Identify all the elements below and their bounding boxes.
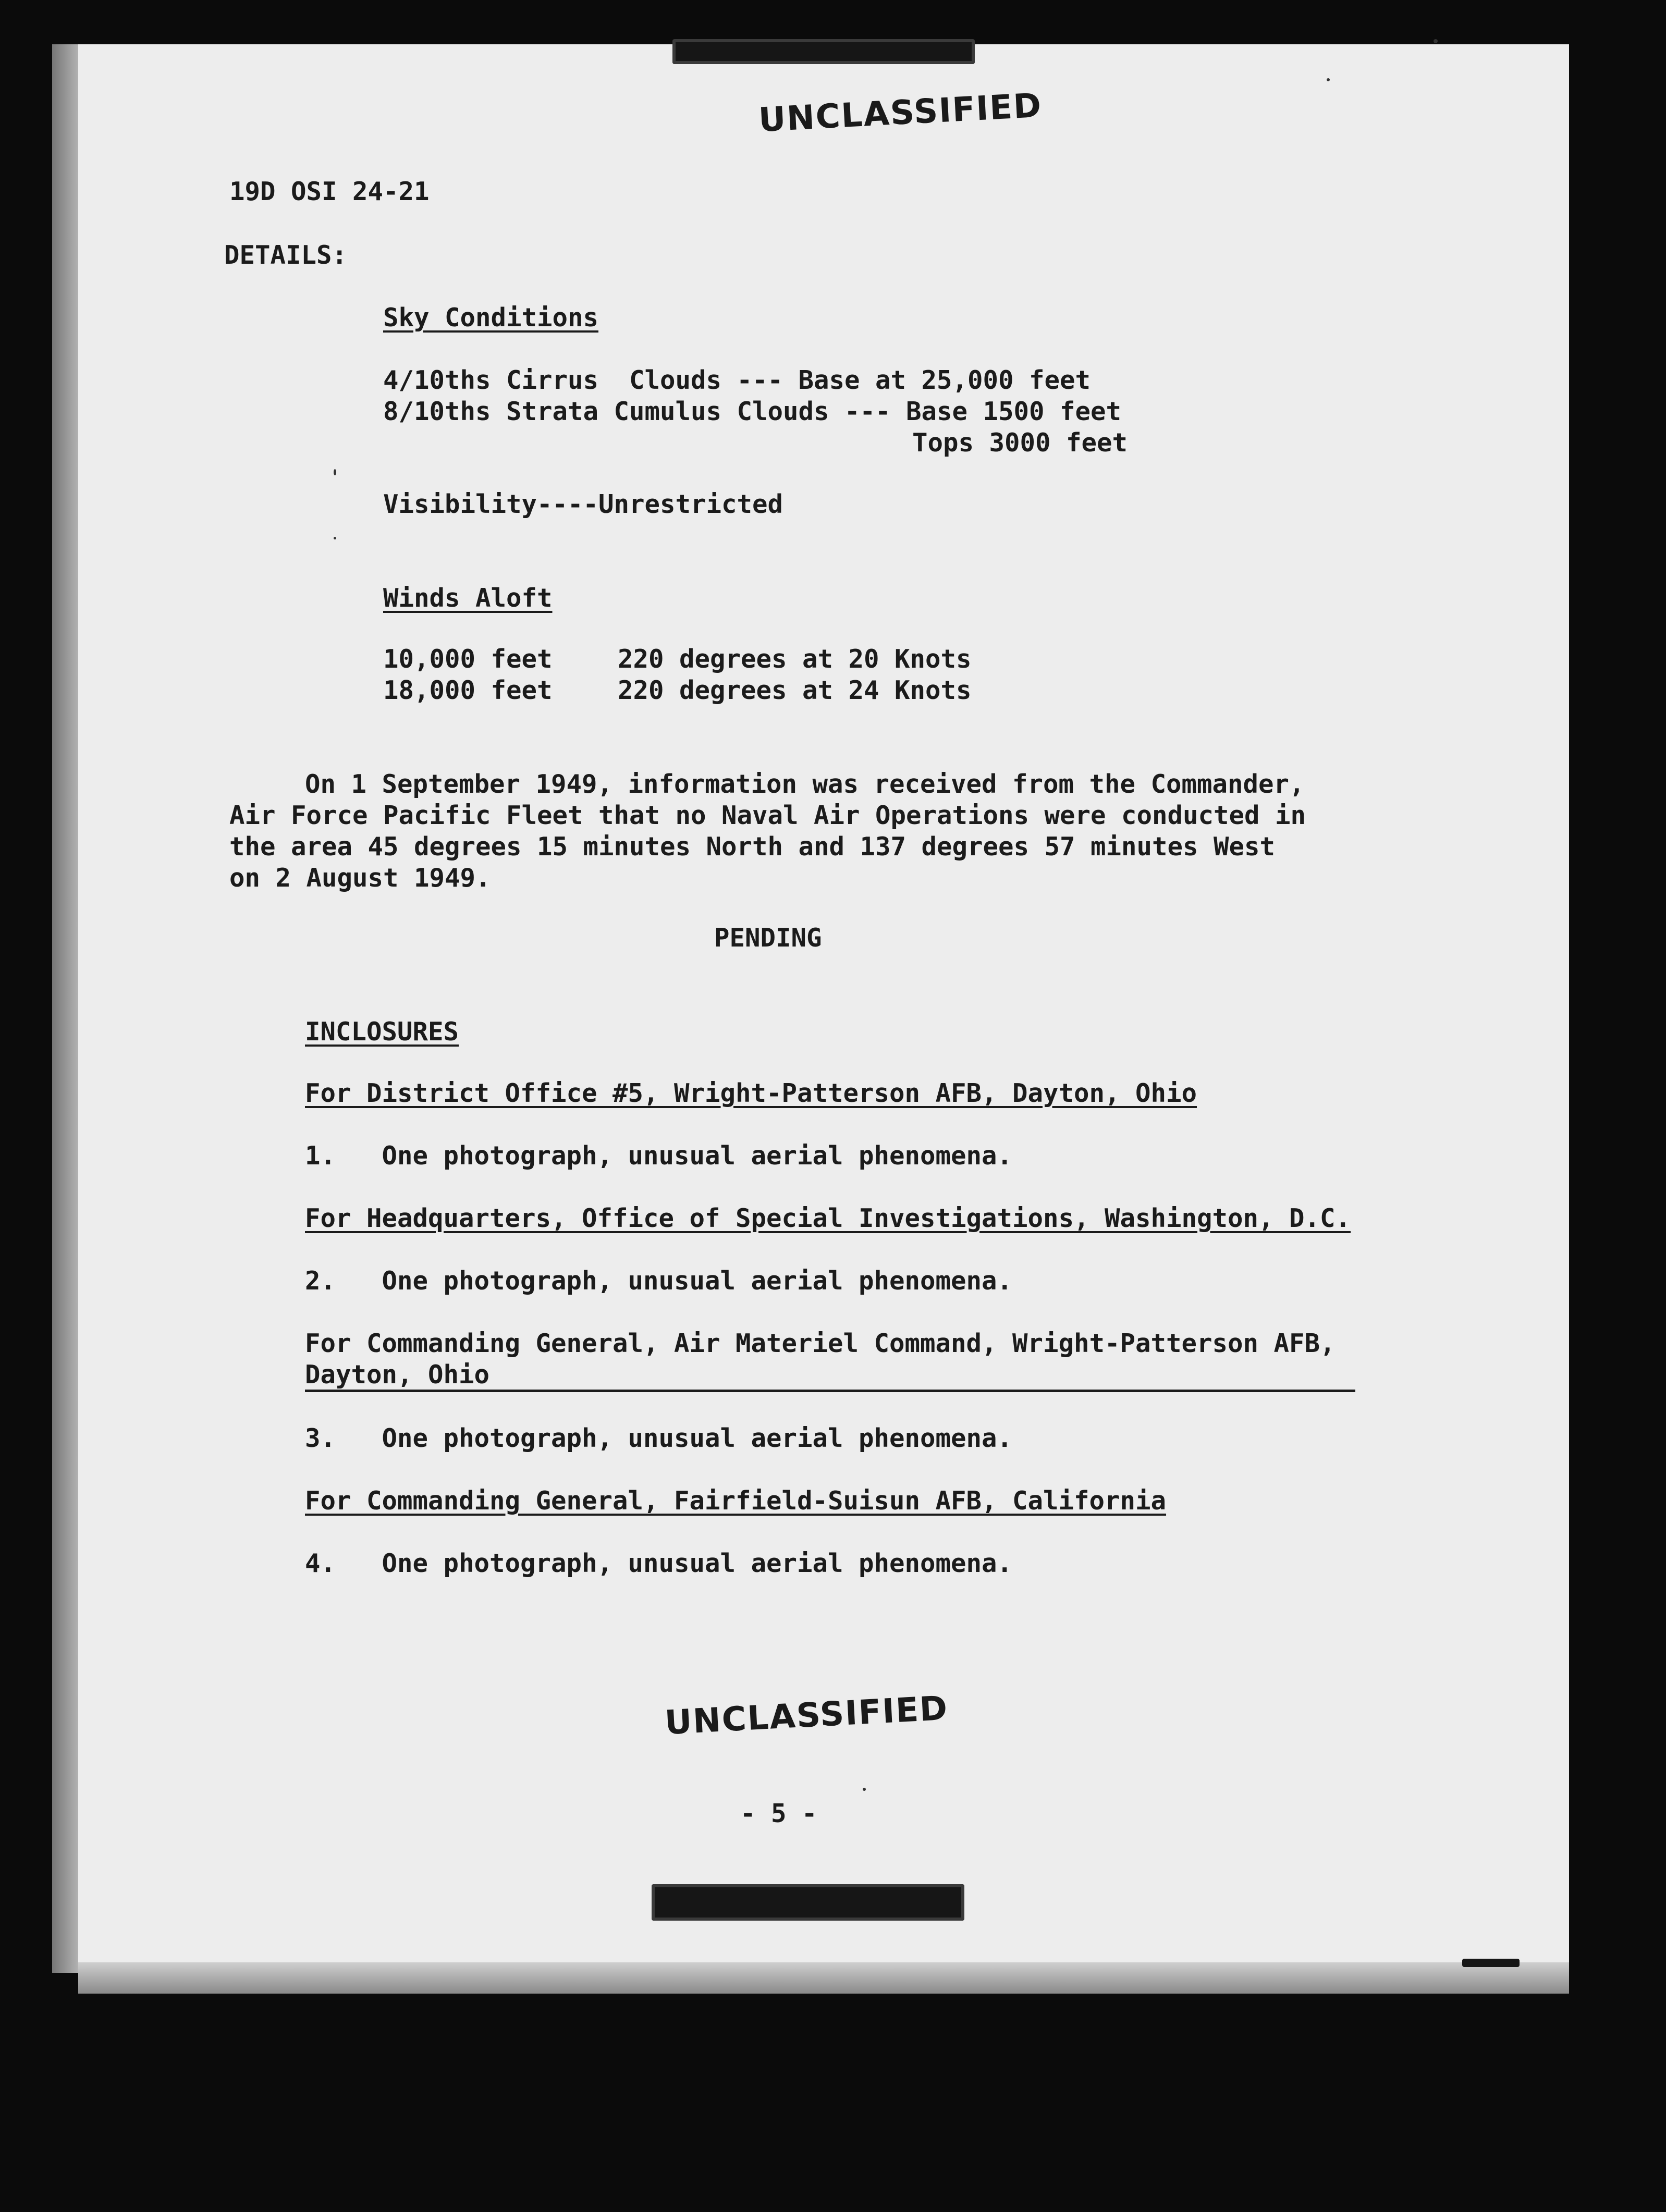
winds-altitude: 18,000 feet	[383, 675, 553, 705]
redaction-mark-bottom	[652, 1884, 964, 1921]
paragraph-line: on 2 August 1949.	[229, 863, 491, 893]
visibility-line: Visibility----Unrestricted	[383, 489, 783, 519]
scan-speck	[1327, 78, 1330, 81]
inclosure-item: 2. One photograph, unusual aerial phenomena.	[305, 1266, 1013, 1296]
scan-speck	[863, 1788, 866, 1791]
inclosure-underline	[305, 1390, 1355, 1392]
sky-conditions-line: 4/10ths Cirrus Clouds --- Base at 25,000 feet	[383, 365, 1091, 395]
file-number: 19D OSI 24-21	[229, 177, 430, 206]
winds-value: 220 degrees at 20 Knots	[618, 644, 972, 674]
inclosure-recipient: For Commanding General, Fairfield-Suisun AFB, California	[305, 1486, 1167, 1516]
winds-value: 220 degrees at 24 Knots	[618, 675, 972, 705]
details-label: DETAILS:	[224, 240, 348, 270]
paragraph-line: On 1 September 1949, information was received from the Commander,	[305, 769, 1305, 799]
inclosure-recipient: For District Office #5, Wright-Patterson AFB, Dayton, Ohio	[305, 1078, 1197, 1108]
inclosure-item: 1. One photograph, unusual aerial phenomena.	[305, 1141, 1013, 1171]
redaction-mark-top	[672, 39, 975, 64]
winds-altitude: 10,000 feet	[383, 644, 553, 674]
scan-speck	[334, 537, 336, 539]
sky-conditions-line: 8/10ths Strata Cumulus Clouds --- Base 1500 feet	[383, 397, 1122, 426]
paragraph-line: Air Force Pacific Fleet that no Naval Air Operations were conducted in	[229, 801, 1306, 830]
scan-speck	[334, 469, 336, 475]
status-pending: PENDING	[714, 923, 822, 953]
scan-speck	[1434, 39, 1438, 43]
page-number: - 5 -	[740, 1799, 817, 1828]
paragraph-line: the area 45 degrees 15 minutes North and 137 degrees 57 minutes West	[229, 832, 1276, 862]
classification-stamp-top: UNCLASSIFIED	[757, 86, 1043, 140]
inclosure-recipient: For Headquarters, Office of Special Investigations, Washington, D.C.	[305, 1203, 1351, 1233]
sky-conditions-line: Tops 3000 feet	[912, 428, 1128, 458]
winds-aloft-heading: Winds Aloft	[383, 583, 553, 613]
inclosures-heading: INCLOSURES	[305, 1017, 459, 1047]
inclosure-item: 4. One photograph, unusual aerial phenomena.	[305, 1549, 1013, 1578]
sky-conditions-heading: Sky Conditions	[383, 303, 599, 333]
inclosure-recipient: For Commanding General, Air Materiel Command, Wright-Patterson AFB,	[305, 1329, 1336, 1358]
inclosure-item: 3. One photograph, unusual aerial phenomena.	[305, 1423, 1013, 1453]
inclosure-recipient: Dayton, Ohio	[305, 1360, 490, 1390]
scan-bottom-shadow	[78, 1962, 1569, 1994]
document-page	[78, 44, 1569, 1962]
classification-stamp-bottom: UNCLASSIFIED	[664, 1689, 949, 1743]
scan-mark-right	[1462, 1959, 1520, 1967]
